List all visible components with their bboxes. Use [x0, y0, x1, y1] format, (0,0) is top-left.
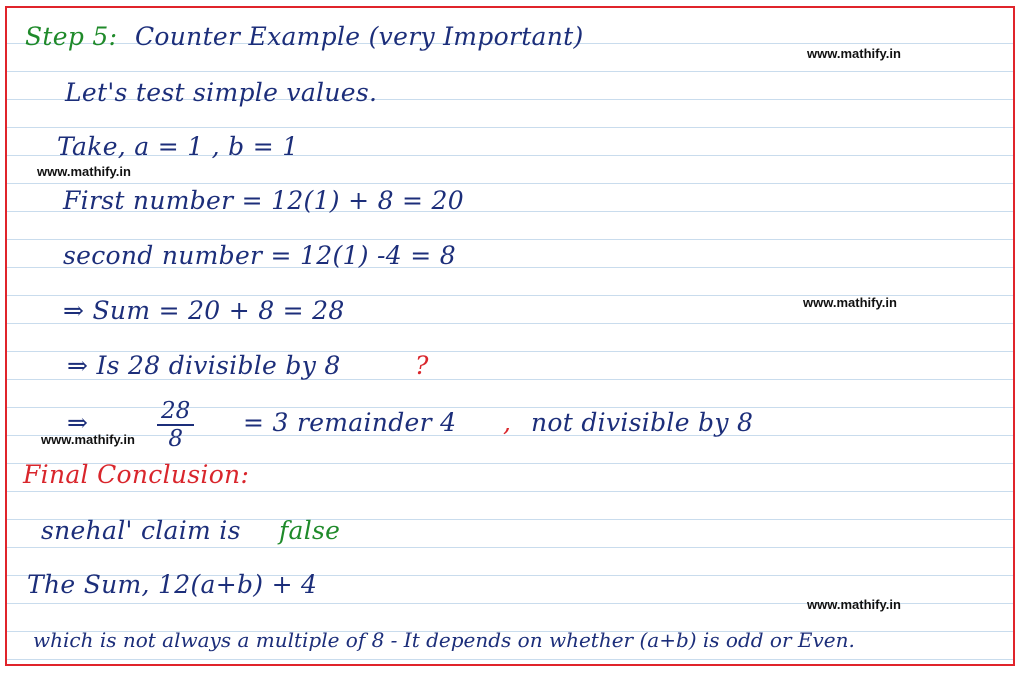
- watermark: www.mathify.in: [807, 46, 901, 61]
- claim-false: false: [279, 516, 341, 545]
- sum-line: ⇒ Sum = 20 + 8 = 28: [63, 296, 345, 325]
- fraction-28-over-8: [157, 398, 194, 452]
- watermark: www.mathify.in: [37, 164, 131, 179]
- divisible-question-line: ⇒ Is 28 divisible by 8: [67, 351, 341, 380]
- watermark: www.mathify.in: [807, 597, 901, 612]
- fraction-denominator: 8: [168, 426, 183, 452]
- not-divisible-text: not divisible by 8: [531, 408, 754, 437]
- implies-arrow: ⇒: [67, 408, 89, 437]
- step-label: Step 5:: [25, 22, 118, 51]
- step-title: Counter Example (very Important): [135, 22, 584, 51]
- red-comma: ,: [503, 408, 512, 437]
- watermark: www.mathify.in: [803, 295, 897, 310]
- explanation-line: which is not always a multiple of 8 - It depends on whether (a+b) is odd or Even.: [33, 628, 855, 652]
- final-conclusion-heading: Final Conclusion:: [23, 460, 250, 489]
- take-values-line: Take, a = 1 , b = 1: [57, 132, 299, 161]
- question-mark: ?: [415, 351, 429, 380]
- sum-expression-line: The Sum, 12(a+b) + 4: [27, 570, 318, 599]
- second-number-line: second number = 12(1) -4 = 8: [63, 241, 456, 270]
- first-number-line: First number = 12(1) + 8 = 20: [63, 186, 464, 215]
- test-values-line: Let's test simple values.: [65, 78, 378, 107]
- notebook-page: [5, 6, 1015, 666]
- fraction-numerator: 28: [157, 398, 194, 426]
- fraction-result: = 3 remainder 4: [243, 408, 457, 437]
- claim-prefix: snehal' claim is: [41, 516, 241, 545]
- watermark: www.mathify.in: [41, 432, 135, 447]
